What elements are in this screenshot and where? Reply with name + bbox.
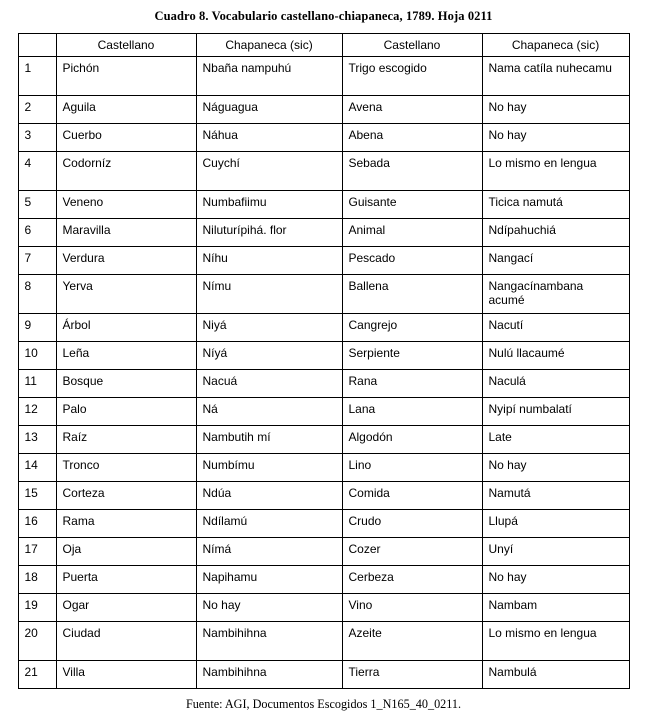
row-number: 14 — [18, 454, 56, 482]
cell-castellano-1: Villa — [56, 661, 196, 689]
cell-chapaneca-1: Cuychí — [196, 152, 342, 191]
cell-castellano-2: Crudo — [342, 510, 482, 538]
table-row — [18, 454, 629, 482]
table-row — [18, 594, 629, 622]
cell-castellano-2: Trigo escogido — [342, 57, 482, 96]
table-row — [18, 191, 629, 219]
cell-chapaneca-2: No hay — [482, 454, 629, 482]
cell-castellano-1: Ogar — [56, 594, 196, 622]
cell-castellano-1: Leña — [56, 342, 196, 370]
cell-chapaneca-2: Lo mismo en lengua — [482, 622, 629, 661]
cell-chapaneca-1: Niluturípihá. flor — [196, 219, 342, 247]
row-number: 15 — [18, 482, 56, 510]
cell-castellano-1: Cuerbo — [56, 124, 196, 152]
cell-castellano-1: Yerva — [56, 275, 196, 314]
cell-castellano-2: Cerbeza — [342, 566, 482, 594]
column-header-castellano-2: Castellano — [342, 34, 482, 57]
table-row — [18, 370, 629, 398]
cell-castellano-2: Rana — [342, 370, 482, 398]
cell-chapaneca-2: Nambulá — [482, 661, 629, 689]
table-row — [18, 247, 629, 275]
column-header-chapaneca-2: Chapaneca (sic) — [482, 34, 629, 57]
table-row — [18, 426, 629, 454]
table-row — [18, 510, 629, 538]
row-number: 6 — [18, 219, 56, 247]
cell-chapaneca-1: Nbaña nampuhú — [196, 57, 342, 96]
row-number: 10 — [18, 342, 56, 370]
source-note: Fuente: AGI, Documentos Escogidos 1_N165_40_0211. — [185, 697, 462, 712]
cell-chapaneca-1: Níyá — [196, 342, 342, 370]
cell-chapaneca-1: Nambihihna — [196, 622, 342, 661]
cell-castellano-2: Pescado — [342, 247, 482, 275]
cell-castellano-1: Corteza — [56, 482, 196, 510]
table-row — [18, 314, 629, 342]
table-row — [18, 342, 629, 370]
cell-castellano-1: Tronco — [56, 454, 196, 482]
table-row — [18, 482, 629, 510]
table-row — [18, 96, 629, 124]
cell-castellano-2: Azeite — [342, 622, 482, 661]
cell-castellano-1: Maravilla — [56, 219, 196, 247]
row-number: 5 — [18, 191, 56, 219]
cell-castellano-2: Sebada — [342, 152, 482, 191]
cell-castellano-2: Cozer — [342, 538, 482, 566]
row-number: 4 — [18, 152, 56, 191]
cell-chapaneca-2: Namutá — [482, 482, 629, 510]
cell-castellano-1: Pichón — [56, 57, 196, 96]
row-number: 17 — [18, 538, 56, 566]
row-number: 18 — [18, 566, 56, 594]
table-row — [18, 219, 629, 247]
vocabulary-table — [18, 33, 630, 689]
table-row — [18, 124, 629, 152]
cell-castellano-2: Cangrejo — [342, 314, 482, 342]
cell-chapaneca-2: Late — [482, 426, 629, 454]
cell-castellano-1: Raíz — [56, 426, 196, 454]
row-number: 2 — [18, 96, 56, 124]
cell-castellano-2: Ballena — [342, 275, 482, 314]
table-row — [18, 57, 629, 96]
cell-castellano-2: Avena — [342, 96, 482, 124]
cell-chapaneca-2: Llupá — [482, 510, 629, 538]
row-number: 16 — [18, 510, 56, 538]
cell-chapaneca-1: Níhu — [196, 247, 342, 275]
cell-chapaneca-2: Nyipí numbalatí — [482, 398, 629, 426]
row-number: 3 — [18, 124, 56, 152]
row-number: 8 — [18, 275, 56, 314]
cell-castellano-1: Aguila — [56, 96, 196, 124]
table-row — [18, 566, 629, 594]
cell-chapaneca-2: Nangacínambana acumé — [482, 275, 629, 314]
column-header-castellano-1: Castellano — [56, 34, 196, 57]
cell-chapaneca-2: No hay — [482, 96, 629, 124]
cell-chapaneca-2: Nama catíla nuhecamu — [482, 57, 629, 96]
row-number: 20 — [18, 622, 56, 661]
row-number: 13 — [18, 426, 56, 454]
cell-castellano-1: Bosque — [56, 370, 196, 398]
column-header-index — [18, 34, 56, 57]
table-row — [18, 152, 629, 191]
cell-chapaneca-1: Ndílamú — [196, 510, 342, 538]
cell-castellano-1: Palo — [56, 398, 196, 426]
column-header-chapaneca-1: Chapaneca (sic) — [196, 34, 342, 57]
table-row — [18, 622, 629, 661]
cell-castellano-2: Algodón — [342, 426, 482, 454]
cell-castellano-2: Serpiente — [342, 342, 482, 370]
cell-castellano-1: Ciudad — [56, 622, 196, 661]
cell-castellano-2: Lana — [342, 398, 482, 426]
cell-castellano-2: Animal — [342, 219, 482, 247]
cell-chapaneca-2: No hay — [482, 124, 629, 152]
row-number: 9 — [18, 314, 56, 342]
cell-chapaneca-1: No hay — [196, 594, 342, 622]
cell-castellano-1: Oja — [56, 538, 196, 566]
cell-chapaneca-2: Nulú llacaumé — [482, 342, 629, 370]
cell-chapaneca-2: Ndípahuchiá — [482, 219, 629, 247]
cell-chapaneca-2: Nambam — [482, 594, 629, 622]
table-header — [18, 34, 629, 57]
cell-chapaneca-1: Nambihihna — [196, 661, 342, 689]
cell-chapaneca-2: Naculá — [482, 370, 629, 398]
cell-chapaneca-1: Numbímu — [196, 454, 342, 482]
cell-chapaneca-2: Nacutí — [482, 314, 629, 342]
row-number: 12 — [18, 398, 56, 426]
row-number: 7 — [18, 247, 56, 275]
cell-chapaneca-2: No hay — [482, 566, 629, 594]
row-number: 11 — [18, 370, 56, 398]
cell-castellano-1: Árbol — [56, 314, 196, 342]
cell-chapaneca-2: Ticica namutá — [482, 191, 629, 219]
cell-chapaneca-2: Unyí — [482, 538, 629, 566]
cell-castellano-1: Rama — [56, 510, 196, 538]
cell-chapaneca-2: Lo mismo en lengua — [482, 152, 629, 191]
cell-castellano-1: Codorníz — [56, 152, 196, 191]
cell-castellano-2: Abena — [342, 124, 482, 152]
row-number: 1 — [18, 57, 56, 96]
row-number: 19 — [18, 594, 56, 622]
cell-chapaneca-1: Napihamu — [196, 566, 342, 594]
cell-castellano-1: Veneno — [56, 191, 196, 219]
cell-castellano-2: Tierra — [342, 661, 482, 689]
cell-castellano-2: Comida — [342, 482, 482, 510]
cell-chapaneca-1: Náhua — [196, 124, 342, 152]
table-row — [18, 398, 629, 426]
cell-chapaneca-1: Nacuá — [196, 370, 342, 398]
cell-chapaneca-1: Nímu — [196, 275, 342, 314]
cell-chapaneca-1: Nímá — [196, 538, 342, 566]
table-row — [18, 661, 629, 689]
cell-chapaneca-1: Ndúa — [196, 482, 342, 510]
cell-chapaneca-1: Náguagua — [196, 96, 342, 124]
table-row — [18, 275, 629, 314]
table-caption: Cuadro 8. Vocabulario castellano-chiapaneca, 1789. Hoja 0211 — [154, 9, 493, 23]
cell-castellano-2: Lino — [342, 454, 482, 482]
cell-castellano-2: Guisante — [342, 191, 482, 219]
row-number: 21 — [18, 661, 56, 689]
document-page — [0, 9, 647, 712]
table-row — [18, 538, 629, 566]
cell-chapaneca-1: Niyá — [196, 314, 342, 342]
table-header-row — [18, 34, 629, 57]
cell-chapaneca-2: Nangací — [482, 247, 629, 275]
table-body — [18, 57, 629, 689]
cell-castellano-1: Puerta — [56, 566, 196, 594]
cell-chapaneca-1: Nambutih mí — [196, 426, 342, 454]
cell-castellano-1: Verdura — [56, 247, 196, 275]
cell-chapaneca-1: Ná — [196, 398, 342, 426]
cell-chapaneca-1: Numbafiimu — [196, 191, 342, 219]
cell-castellano-2: Vino — [342, 594, 482, 622]
